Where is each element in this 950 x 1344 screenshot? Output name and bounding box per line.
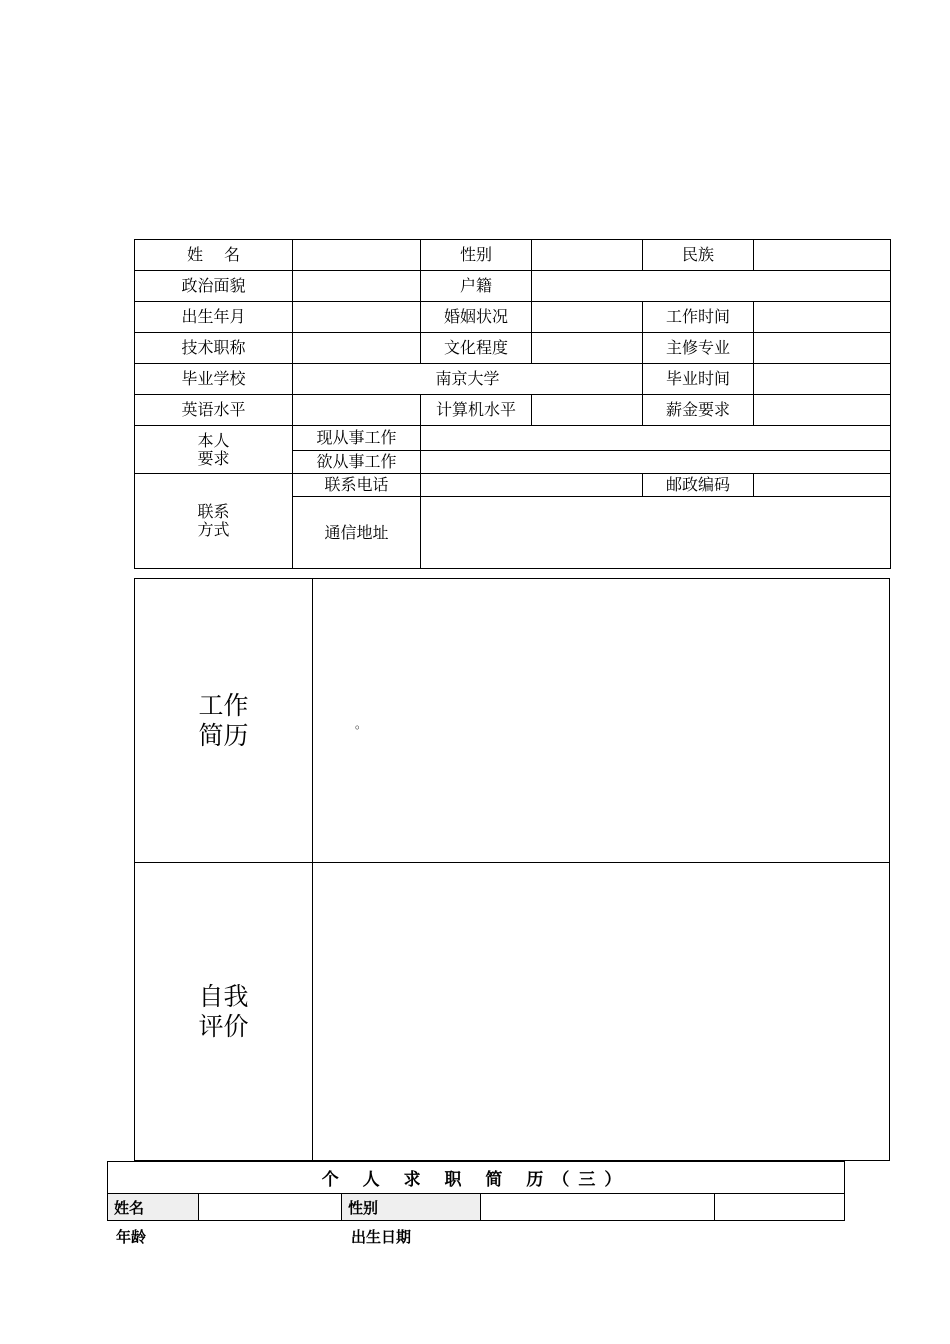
requirements-label	[135, 426, 293, 474]
education-field[interactable]	[532, 333, 643, 364]
current-job-field[interactable]	[421, 426, 891, 451]
marital-label: 婚姻状况	[421, 302, 532, 333]
self-evaluation-label-line1: 自我	[198, 981, 249, 1011]
salary-field[interactable]	[754, 395, 891, 426]
hukou-field[interactable]	[532, 271, 891, 302]
resume-three-gender-field[interactable]	[481, 1194, 715, 1221]
political-status-label: 政治面貌	[135, 271, 293, 302]
ethnicity-field[interactable]	[754, 240, 891, 271]
gender-field[interactable]	[532, 240, 643, 271]
resume-three-gender-label: 性别	[342, 1194, 481, 1221]
work-history-label	[135, 579, 313, 862]
resume-three-age-label: 年龄	[116, 1228, 147, 1246]
desired-job-label: 欲从事工作	[293, 451, 421, 474]
contact-label-line2: 方式	[197, 520, 230, 539]
zip-field[interactable]	[754, 474, 891, 497]
work-history-mark: 。	[355, 717, 368, 731]
contact-label	[135, 474, 293, 569]
major-field[interactable]	[754, 333, 891, 364]
zip-label: 邮政编码	[643, 474, 754, 497]
education-label: 文化程度	[421, 333, 532, 364]
marital-field[interactable]	[532, 302, 643, 333]
self-evaluation-label	[135, 863, 313, 1160]
major-label: 主修专业	[643, 333, 754, 364]
gender-label: 性别	[421, 240, 532, 271]
school-label: 毕业学校	[135, 364, 293, 395]
work-time-field[interactable]	[754, 302, 891, 333]
requirements-label-line2: 要求	[197, 448, 230, 468]
birth-label: 出生年月	[135, 302, 293, 333]
requirements-label-line1: 本人	[197, 430, 230, 450]
self-evaluation-field[interactable]	[313, 863, 889, 1160]
name-label: 姓 名	[135, 240, 293, 271]
resume-three-table	[107, 1161, 845, 1221]
grad-time-field[interactable]	[754, 364, 891, 395]
ethnicity-label: 民族	[643, 240, 754, 271]
contact-label-line1: 联系	[197, 502, 230, 521]
tech-title-label: 技术职称	[135, 333, 293, 364]
desired-job-field[interactable]	[421, 451, 891, 474]
work-history-section	[134, 578, 890, 863]
resume-three-name-label: 姓名	[108, 1194, 199, 1221]
salary-label: 薪金要求	[643, 395, 754, 426]
self-evaluation-label-line2: 评价	[198, 1011, 249, 1041]
phone-field[interactable]	[421, 474, 643, 497]
resume-three-photo-field[interactable]	[715, 1194, 845, 1221]
phone-label: 联系电话	[293, 474, 421, 497]
resume-three-row2	[116, 1226, 716, 1244]
resume-three-title: 个 人 求 职 简 历（三）	[108, 1162, 845, 1194]
computer-label: 计算机水平	[421, 395, 532, 426]
current-job-label: 现从事工作	[293, 426, 421, 451]
resume-three-name-field[interactable]	[199, 1194, 342, 1221]
address-label: 通信地址	[293, 497, 421, 569]
self-evaluation-section	[134, 862, 890, 1161]
name-field[interactable]	[293, 240, 421, 271]
english-label: 英语水平	[135, 395, 293, 426]
computer-field[interactable]	[532, 395, 643, 426]
address-field[interactable]	[421, 497, 891, 569]
hukou-label: 户籍	[421, 271, 532, 302]
resume-info-table	[134, 239, 891, 569]
tech-title-field[interactable]	[293, 333, 421, 364]
school-field[interactable]: 南京大学	[293, 364, 643, 395]
english-field[interactable]	[293, 395, 421, 426]
political-status-field[interactable]	[293, 271, 421, 302]
grad-time-label: 毕业时间	[643, 364, 754, 395]
work-history-label-line1: 工作	[198, 690, 249, 720]
birth-field[interactable]	[293, 302, 421, 333]
work-history-field[interactable]	[313, 579, 889, 862]
resume-three-birthdate-label: 出生日期	[351, 1228, 412, 1246]
work-time-label: 工作时间	[643, 302, 754, 333]
work-history-label-line2: 简历	[198, 720, 249, 750]
